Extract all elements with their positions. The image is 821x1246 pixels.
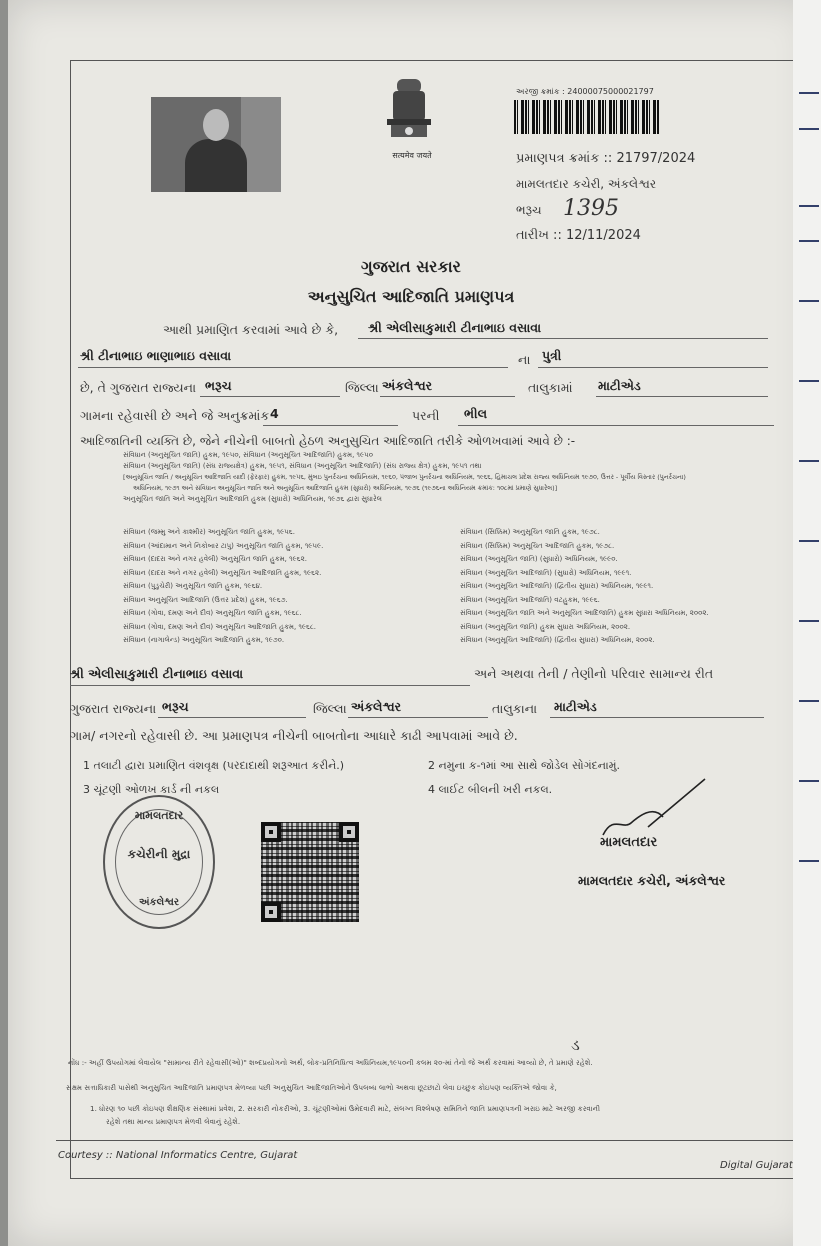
- footer-note: નોંધ :- અહીં ઉપયોગમાં લેવાયેલ "સામાન્ય રીતે રહેવાસી(ઓ)" શબ્દપ્રયોગનો અર્થ, લોક-પ્રતિનિધિત્વ અધિનિયમ,૧૯૫૦ની કલમ ૨૦-માં તેનો જે અર્થ કરવામાં આવ્યો છે, તે પ્રમાણે રહેશે.: [68, 1058, 593, 1067]
- order-item: સંવિધાન (અનુસૂચિત જાતિ) હુકમ સુધારા અધિનિયમ, ૨૦૦૨.: [460, 622, 631, 631]
- doc-item: 4 લાઈટ બીલની ખરી નકલ.: [428, 783, 553, 796]
- emblem-motto: सत्यमेव जयते: [392, 151, 432, 160]
- residence-state: ગુજરાત રાજ્યના: [70, 701, 157, 716]
- order-item: સંવિધાન (પુડુચેરી) અનુસૂચિત જાતિ હુકમ, ૧૯૬૪.: [123, 582, 263, 590]
- tribe-name: ભીલ: [464, 406, 488, 421]
- application-number: અરજી ક્રમાંક : 24000075000021797: [516, 87, 654, 96]
- district-label: ભરૂચ: [516, 203, 542, 217]
- order-item: સંવિધાન (અનુસૂચિત જાતિ) (સુધારો) અધિનિયમ, ૧૯૯૦.: [460, 555, 618, 563]
- signatory-title: મામલતદાર: [600, 835, 658, 850]
- office-seal: [103, 795, 215, 929]
- barcode: [514, 100, 660, 134]
- order-item: સંવિધાન (અનુસૂચિત આદિજાતિ) (સુધારો) અધિનિયમ, ૧૯૯૧.: [460, 568, 632, 577]
- orders-left: [123, 526, 453, 648]
- brand-text: Digital Gujarat: [720, 1160, 793, 1171]
- order-item: સંવિધાન (જમ્મુ અને કાશ્મીર) અનુસૂચિત જાતિ હુકમ, ૧૯૫૬.: [123, 528, 295, 536]
- footer-info-2: 1. ધોરણ ૧૦ પછી કોઇપણ શૈક્ષણિક સંસ્થામાં પ્રવેશ, 2. સરકારી નોકરીઓ, 3. ચૂંટણીઓમાં ઉમેદવારી માટે, સંલગ્ન વિશ્લેષણ સમિતિને જાતિ પ્રમાણપત્રની ખરાઇ માટે અરજી કરવાની: [90, 1104, 601, 1113]
- certificate-title: અનુસુચિત આદિજાતિ પ્રમાણપત્ર: [307, 287, 515, 306]
- tribe-text: આદિજાતિની વ્યક્તિ છે, જેને નીચેની બાબતો હેઠળ અનુસુચિત આદિજાતિ તરીકે ઓળખવામાં આવે છે :-: [80, 434, 576, 448]
- doc-item: 2 નમુના ક-૧માં આ સાથે જોડેલ સોગંદનામું.: [428, 759, 620, 772]
- footer-mark: ડ: [571, 1035, 580, 1054]
- government-title: ગુજરાત સરકાર: [361, 257, 461, 276]
- order-item: સંવિધાન (સિક્કિમ) અનુસૂચિત આદિજાતિ હુકમ, ૧૯૭૮.: [460, 541, 615, 550]
- residence-district-lbl: જિલ્લા: [313, 701, 347, 716]
- orders-top: [123, 451, 743, 504]
- order-item: સંવિધાન (દાદરા અને નગર હવેલી) અનુસૂચિત આદિજાતિ હુકમ, ૧૯૬૨.: [123, 568, 322, 577]
- handwritten-number: 1395: [563, 196, 619, 221]
- order-line: અનુસૂચિત જાતિ અને અનુસૂચિત આદિજાતિ હુકમ (સુધારો) અધિનિયમ, ૧૯૭૬ દ્વારા સુધારેલ: [123, 495, 382, 503]
- footer-info-1: સક્ષમ સત્તાધિકારી પાસેથી અનુસુચિત આદિજાતિ પ્રમાણપત્ર મેળવ્યા પછી અનુસુચિત આદિજાતિઓને ઉપલબ્ધ લાભો અથવા છૂટછાટો લેવા ઇચ્છુક કોઇપણ વ્યક્તિએ જોવા કે,: [66, 1083, 557, 1092]
- orders-right: [460, 526, 760, 648]
- order-line: અધિનિયમ, ૧૯૭૧ અને સંવિધાન અનુસૂચિત જાતિ અને અનુસૂચિત આદિજાતિ હુકમ (સુધારો) અધિનિયમ, ૧૯૭૬ (૧૯૭૬ના અધિનિયમ ક્રમાંક: ૧૦૮માં પ્રમાણે સુધારેલ)]: [133, 484, 558, 492]
- order-item: સંવિધાન (નાગાલેન્ડ) અનુસૂચિત આદિજાતિ હુકમ, ૧૯૭૦.: [123, 636, 285, 644]
- residence-village: માટીએડ: [554, 699, 597, 714]
- order-item: સંવિધાન (આંદામાન અને નિકોબાર ટાપુ) અનુસૂચિત જાતિ હુકમ, ૧૯૫૯.: [123, 541, 324, 550]
- order-item: સંવિધાન અનુસૂચિત આદિજાતિ (ઉત્તર પ્રદેશ) હુકમ, ૧૯૬૭.: [123, 595, 288, 604]
- order-item: સંવિધાન (ગોવા, દમણ અને દીવ) અનુસૂચિત આદિજાતિ હુકમ, ૧૯૬૮.: [123, 622, 317, 631]
- applicant-name: શ્રી એલીસાકુમારી ટીનાભાઇ વસાવા: [368, 320, 542, 335]
- order-item: સંવિધાન (અનુસૂચિત આદિજાતિ) (દ્વિતીય સુધારા) અધિનિયમ, ૧૯૯૧.: [460, 582, 654, 590]
- certify-text: આથી પ્રમાણિત કરવામાં આવે છે કે,: [163, 322, 339, 337]
- certificate-number: પ્રમાણપત્ર ક્રમાંક :: 21797/2024: [516, 151, 696, 166]
- state-text: છે, તે ગુજરાત રાજ્યના: [80, 380, 197, 395]
- district-value: ભરૂચ: [205, 378, 232, 393]
- family-text: અને અથવા તેની / તેણીનો પરિવાર સામાન્ય રીત: [474, 666, 714, 681]
- basis-text: ગામ/ નગરનો રહેવાસી છે. આ પ્રમાણપત્ર નીચેની બાબતોના આધારે કાઢી આપવામાં આવે છે.: [70, 728, 518, 743]
- seal-top-text: મામલતદાર: [134, 809, 184, 822]
- applicant-photo: [151, 97, 281, 192]
- signatory-office: મામલતદાર કચેરી, અંકલેશ્વર: [578, 873, 726, 888]
- adjacent-page-edge: [793, 0, 821, 1246]
- father-name: શ્રી ટીનાભાઇ ભાણાભાઇ વસાવા: [80, 348, 232, 363]
- issuing-office: મામલતદાર કચેરી, અંકલેશ્વર: [516, 177, 657, 191]
- order-item: સંવિધાન (અનુસૂચિત જાતિ અને અનુસૂચિત આદિજાતિ) હુકમ સુધારા અધિનિયમ, ૨૦૦૨.: [460, 609, 709, 617]
- par-text: પરની: [412, 408, 440, 423]
- qr-code: [261, 822, 359, 922]
- residence-taluka: અંકલેશ્વર: [351, 699, 402, 714]
- order-item: સંવિધાન (અનુસૂચિત આદિજાતિ) (દ્વિતીય સુધારા) અધિનિયમ, ૨૦૦૨.: [460, 636, 655, 644]
- doc-item: 3 ચૂંટણી ઓળખ કાર્ડ ની નકલ: [83, 783, 220, 796]
- national-emblem-icon: [375, 75, 443, 157]
- footer-info-3: રહેશે તથા માન્ય પ્રમાણપત્ર મેળવી લેવાનું રહેશે.: [106, 1117, 241, 1126]
- taluka-value: અંકલેશ્વર: [382, 378, 433, 393]
- residence-taluka-lbl: તાલુકાના: [492, 701, 538, 716]
- relation: પુત્રી: [542, 348, 562, 363]
- order-line: સંવિધાન (અનુસૂચિત જાતિ) હુકમ, ૧૯૫૦, સંવિધાન (અનુસૂચિત આદિજાતિ) હુકમ, ૧૯૫૦: [123, 451, 373, 459]
- village-value: માટીએડ: [598, 378, 641, 393]
- residence-district: ભરૂચ: [162, 699, 189, 714]
- resident-text: ગામના રહેવાસી છે અને જે અનુક્રમાંક: [80, 408, 270, 423]
- taluka-lbl: તાલુકામાં: [528, 380, 573, 395]
- courtesy-text: Courtesy :: National Informatics Centre, Gujarat: [58, 1150, 298, 1161]
- doc-item: 1 તલાટી દ્વારા પ્રમાણિત વંશવૃક્ષ (પરદાદાથી શરૂઆત કરીને.): [83, 759, 345, 772]
- order-item: સંવિધાન (દાદરા અને નગર હવેલી) અનુસૂચિત જાતિ હુકમ, ૧૯૬૨.: [123, 555, 307, 563]
- serial-number: 4: [270, 406, 279, 421]
- na-label: ના: [518, 352, 531, 367]
- district-lbl: જિલ્લા: [345, 380, 379, 395]
- issue-date: તારીખ :: 12/11/2024: [516, 228, 641, 243]
- order-line: સંવિધાન (અનુસૂચિત જાતિ) (સંઘ રાજ્યક્ષેત્ર) હુકમ, ૧૯૫૧, સંવિધાન (અનુસૂચિત આદિજાતિ) (સંઘ રાજ્ય ક્ષેત્ર) હુકમ, ૧૯૫૧ તથા: [123, 462, 482, 470]
- order-item: સંવિધાન (અનુસૂચિત આદિજાતિ) વટહુકમ, ૧૯૯૬.: [460, 595, 600, 604]
- seal-bottom-text: અંકલેશ્વર: [138, 897, 180, 908]
- certificate-paper: [8, 0, 814, 1246]
- residence-name: શ્રી એલીસાકુમારી ટીનાભાઇ વસાવા: [70, 666, 244, 681]
- order-line: [અનુસૂચિત જાતિ / અનુસૂચિત આદિજાતિ યાદી (ફેરફાર) હુકમ, ૧૯૫૬, મુંબઇ પુનર્રચના અધિનિયમ, ૧૯૬૦, પંજાબ પુનર્રચના અધિનિયમ, ૧૯૬૬, હિમાચલ પ્રદેશ રાજ્ય અધિનિયમ ૧૯૭૦, ઉત્તર - પૂર્વીય વિસ્તાર (પુનર્રચના): [123, 473, 686, 481]
- order-item: સંવિધાન (સિક્કિમ) અનુસૂચિત જાતિ હુકમ, ૧૯૭૮.: [460, 528, 600, 536]
- order-item: સંવિધાન (ગોવા, દમણ અને દીવ) અનુસૂચિત જાતિ હુકમ, ૧૯૬૮.: [123, 609, 302, 617]
- seal-center-text: કચેરીની મુદ્રા: [127, 847, 191, 861]
